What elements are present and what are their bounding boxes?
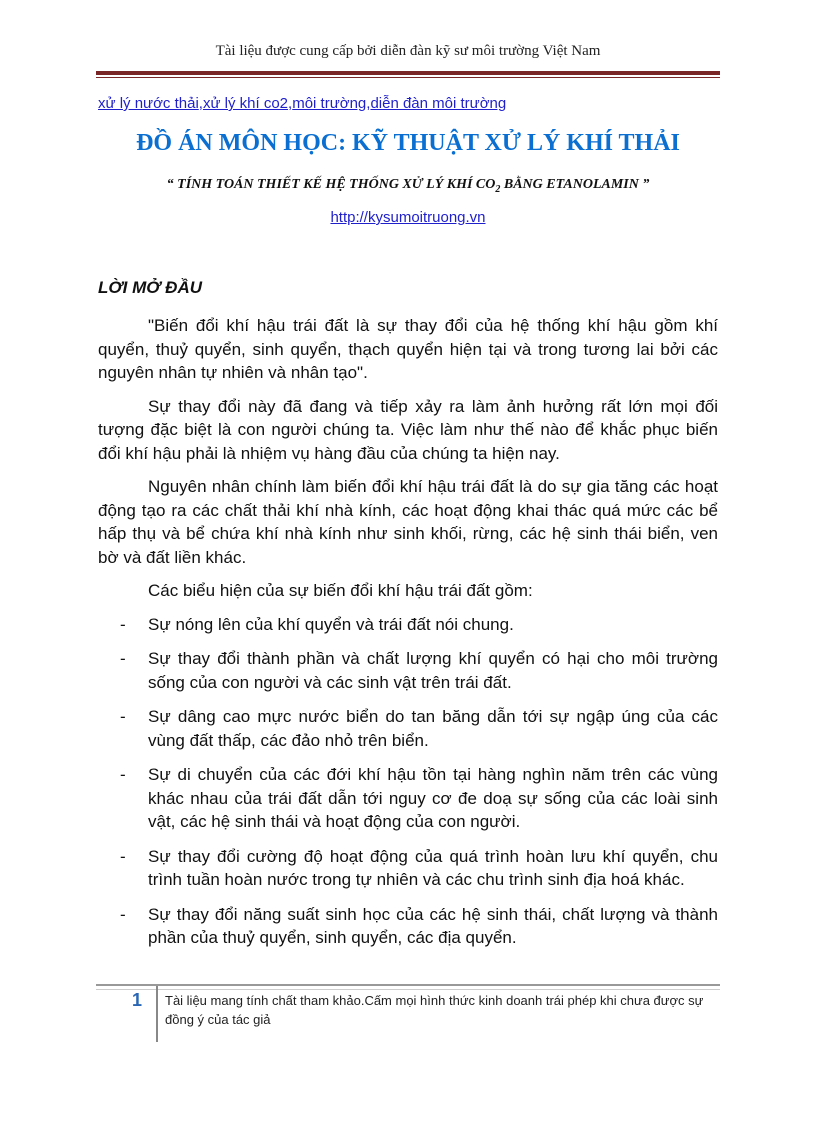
link-dien-dan-moi-truong[interactable]: diễn đàn môi trường bbox=[370, 95, 507, 112]
document-subtitle bbox=[0, 177, 816, 195]
list-item-text: Sự thay đổi năng suất sinh học của các hệ sinh thái, chất lượng và thành phần của thuỷ quyển, sinh quyển, các địa quyển. bbox=[148, 904, 718, 947]
footer-text: Tài liệu mang tính chất tham khảo.Cấm mọi hình thức kinh doanh trái phép khi chưa được sự đồng ý của tác giả bbox=[165, 993, 704, 1027]
list-item bbox=[98, 763, 718, 834]
subtitle-subscript: 2 bbox=[495, 183, 501, 195]
bullet-dash: - bbox=[120, 904, 126, 924]
list-item bbox=[98, 647, 718, 694]
paragraph: "Biến đổi khí hậu trái đất là sự thay đổi của hệ thống khí hậu gồm khí quyển, thuỷ quyển, sinh quyển, thạch quyển hiện tại và trong tương lai bởi các nguyên nhân tự nhiên và nhân tạo". bbox=[98, 316, 718, 382]
list-item-text: Sự thay đổi thành phần và chất lượng khí quyển có hại cho môi trường sống của con người và các sinh vật trên trái đất. bbox=[148, 649, 718, 692]
footer-rule-thin bbox=[96, 989, 720, 990]
link-xu-ly-khi-co2[interactable]: xử lý khí co2 bbox=[202, 95, 289, 112]
paragraph: Sự thay đổi này đã đang và tiếp xảy ra làm ảnh hưởng rất lớn mọi đối tượng đặc biệt là con người chúng ta. Việc làm như thế nào để khắc phục biến đổi khí hậu phải là nhiệm vụ hàng đầu của chúng ta hiện nay. bbox=[98, 396, 718, 463]
link-moi-truong[interactable]: môi trường bbox=[292, 95, 367, 112]
subtitle-suffix: BẰNG ETANOLAMIN ” bbox=[500, 177, 650, 192]
bullet-dash: - bbox=[120, 614, 126, 634]
page-number: 1 bbox=[132, 990, 143, 1010]
page-header: Tài liệu được cung cấp bởi diễn đàn kỹ sư môi trường Việt Nam bbox=[215, 43, 601, 59]
footer-divider bbox=[156, 986, 158, 1042]
list-item bbox=[98, 613, 718, 637]
keyword-links bbox=[98, 95, 506, 112]
list-item bbox=[98, 705, 718, 752]
list-item-text: Sự di chuyển của các đới khí hậu tồn tại hàng nghìn năm trên các vùng khác nhau của trái đất dẫn tới nguy cơ đe doạ sự sống của các loài sinh vật, các hệ sinh thái và hoạt động của con người. bbox=[148, 765, 718, 831]
bullet-dash: - bbox=[120, 649, 126, 668]
header-rule bbox=[96, 71, 720, 75]
link-separator: , bbox=[366, 95, 371, 112]
paragraph: Nguyên nhân chính làm biến đổi khí hậu trái đất là do sự gia tăng các hoạt động tạo ra các chất thải khí nhà kính, các hoạt động khai thác quá mức các bể hấp thụ và bể chứa khí nhà kính như sinh khối, rừng, các hệ sinh thái biển, ven bờ và đất liền khác. bbox=[98, 477, 718, 567]
list-item-text: Sự dâng cao mực nước biển do tan băng dẫn tới sự ngập úng của các vùng đất thấp, các đảo nhỏ trên biển. bbox=[148, 707, 718, 750]
paragraph: Các biểu hiện của sự biến đổi khí hậu trái đất gồm: bbox=[148, 581, 533, 600]
subtitle-prefix: “ TÍNH TOÁN THIẾT KẾ HỆ THỐNG XỬ LÝ KHÍ CO bbox=[166, 177, 496, 192]
bullet-dash: - bbox=[120, 846, 126, 866]
bullet-dash: - bbox=[120, 707, 126, 726]
document-body bbox=[98, 314, 718, 961]
link-xu-ly-nuoc-thai[interactable]: xử lý nước thải bbox=[98, 95, 199, 112]
footer-rule bbox=[96, 984, 720, 986]
list-item-text: Sự thay đổi cường độ hoạt động của quá trình hoàn lưu khí quyển, chu trình tuần hoàn nước trong tự nhiên và các chu trình sinh địa hoá khác. bbox=[148, 846, 718, 889]
link-separator: , bbox=[198, 95, 203, 112]
list-item bbox=[98, 903, 718, 950]
document-title: ĐỒ ÁN MÔN HỌC: KỸ THUẬT XỬ LÝ KHÍ THẢI bbox=[136, 130, 680, 156]
website-link[interactable]: http://kysumoitruong.vn bbox=[330, 209, 486, 226]
website-url bbox=[0, 209, 816, 226]
header-rule-thin bbox=[96, 77, 720, 78]
link-separator: , bbox=[288, 95, 293, 112]
list-item bbox=[98, 845, 718, 892]
section-heading: LỜI MỞ ĐẦU bbox=[98, 278, 203, 297]
bullet-dash: - bbox=[120, 765, 126, 784]
list-item-text: Sự nóng lên của khí quyển và trái đất nói chung. bbox=[148, 614, 514, 634]
